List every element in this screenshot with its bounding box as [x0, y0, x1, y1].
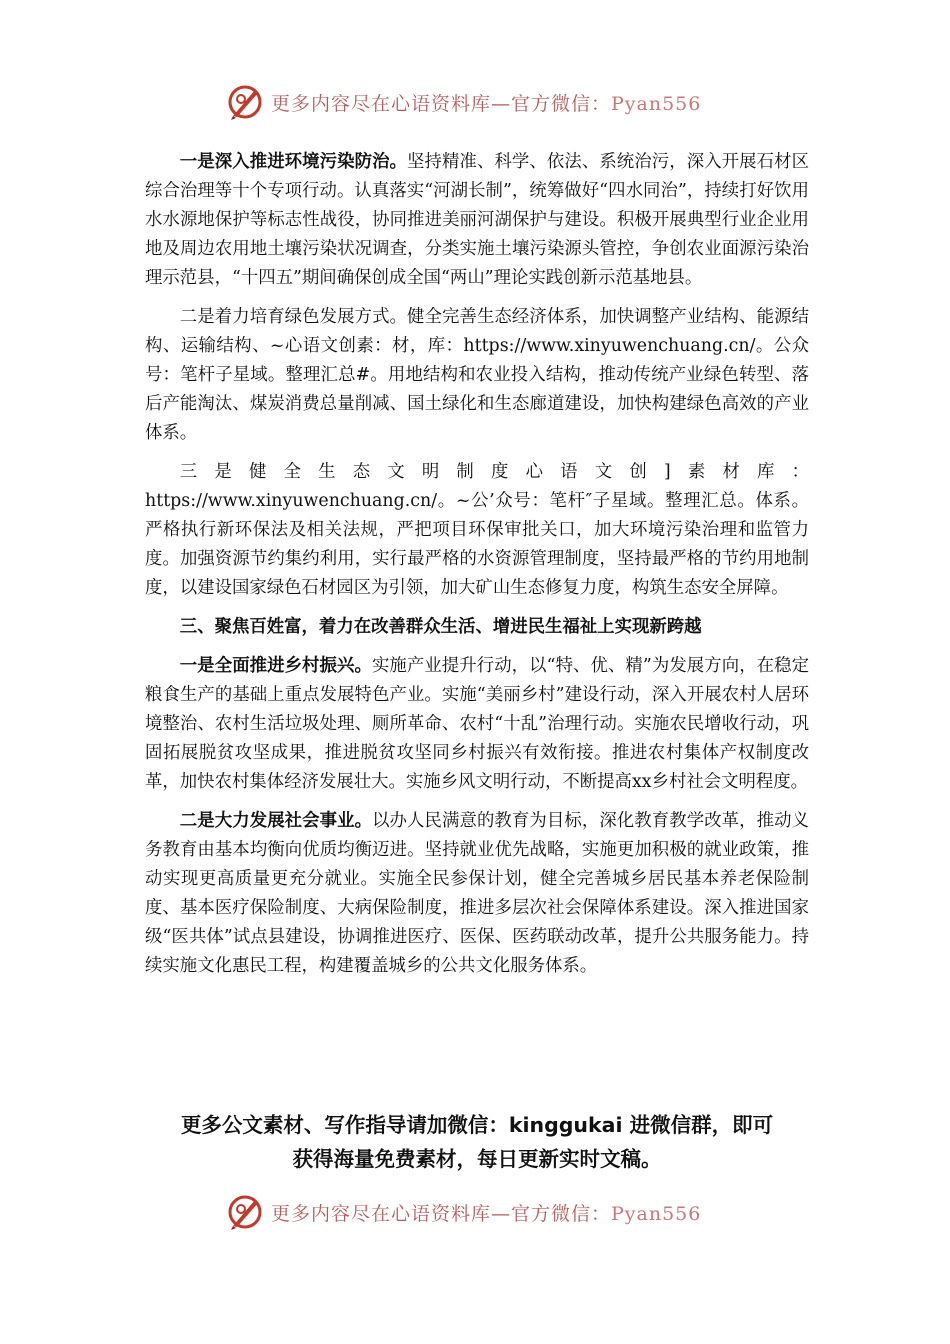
footer-banner [225, 1192, 725, 1232]
pen-logo-icon [225, 82, 265, 122]
pen-logo-icon [225, 1192, 265, 1232]
paragraph-text: 以办人民满意的教育为目标，深化教育教学改革，推动义务教育由基本均衡向优质均衡迈进。坚持就业优先战略，实施更加积极的就业政策，推动实现更高质量更充分就业。实施全民参保计划，健全完善城乡居民基本养老保险制度、基本医疗保险制度、大病保险制度，推进多层次社会保障体系建设。深入推进国家级“医共体”试点县建设，协调推进医疗、医保、医药联动改革，提升公共服务能力。持续实施文化惠民工程，构建覆盖城乡的公共文化服务体系。 [145, 811, 809, 976]
section-heading: 三、聚焦百姓富，着力在改善群众生活、增进民生福祉上实现新跨越 [179, 617, 702, 637]
paragraph [145, 458, 809, 603]
paragraph-text: 坚持精准、科学、依法、系统治污，深入开展石材区综合治理等十个专项行动。认真落实“河湖长制”，统筹做好“四水同治”，持续打好饮用水水源地保护等标志性战役，协同推进美丽河湖保护与建设。积极开展典型行业企业用地及周边农用地土壤污染状况调查，分类实施土壤污染源头管控，争创农业面源污染治理示范县，“十四五”期间确保创成全国“两山”理论实践创新示范基地县。 [145, 152, 809, 288]
header-banner [225, 82, 725, 122]
paragraph-lead: 一是深入推进环境污染防治。 [179, 152, 408, 172]
promo-line-1: 更多公文素材、写作指导请加微信：kinggukai 进微信群，即可 [180, 1113, 774, 1137]
document-body [145, 148, 809, 991]
paragraph [145, 807, 809, 981]
banner-text: 更多内容尽在心语资料库—官方微信：Pyan556 [271, 92, 702, 115]
paragraph [145, 303, 809, 448]
paragraph-text: 二是着力培育绿色发展方式。健全完善生态经济体系，加快调整产业结构、能源结构、运输结构、~心语文创素：材，库：https://www.xinyuwenchuang.cn/。公众号：笔杆子星域。整理汇总#。用地结构和农业投入结构，推动传统产业绿色转型、落后产能淘汰、煤炭消费总量削减、国土绿化和生态廊道建设，加快构建绿色高效的产业体系。 [145, 307, 809, 443]
promo-notice [145, 1108, 809, 1176]
paragraph-text: 三是健全生态文明制度心语文创]素材库：https://www.xinyuwenchuang.cn/。~公’众号：笔杆″子星域。整理汇总。体系。严格执行新环保法及相关法规，严把项目环保审批关口，加大环境污染治理和监管力度。加强资源节约集约利用，实行最严格的水资源管理制度，坚持最严格的节约用地制度，以建设国家绿色石材园区为引领，加大矿山生态修复力度，构筑生态安全屏障。 [145, 462, 809, 598]
banner-text: 更多内容尽在心语资料库—官方微信：Pyan556 [271, 1202, 702, 1225]
paragraph-lead: 一是全面推进乡村振兴。 [179, 656, 372, 676]
paragraph [145, 148, 809, 293]
paragraph [145, 652, 809, 797]
paragraph-lead: 二是大力发展社会事业。 [179, 811, 373, 831]
paragraph-text: 实施产业提升行动，以“特、优、精”为发展方向，在稳定粮食生产的基础上重点发展特色产业。实施“美丽乡村”建设行动，深入开展农村人居环境整治、农村生活垃圾处理、厕所革命、农村“十乱”治理行动。实施农民增收行动，巩固拓展脱贫攻坚成果，推进脱贫攻坚同乡村振兴有效衔接。推进农村集体产权制度改革，加快农村集体经济发展壮大。实施乡风文明行动，不断提高xx乡村社会文明程度。 [145, 656, 809, 792]
promo-line-2: 获得海量免费素材，每日更新实时文稿。 [292, 1147, 662, 1171]
